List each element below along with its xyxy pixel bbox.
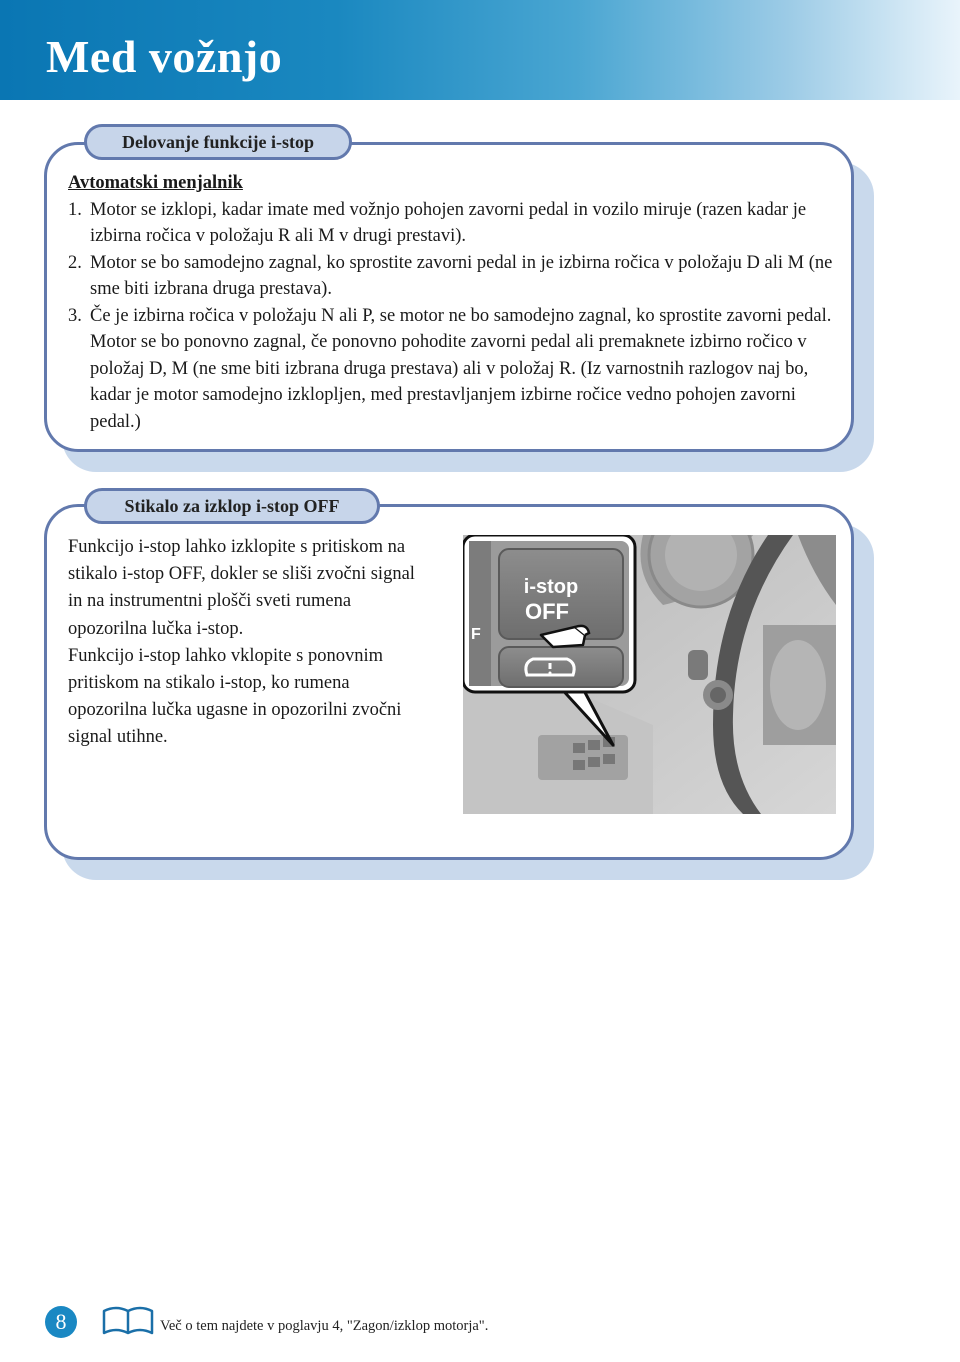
list-item-text: Motor se izklopi, kadar imate med vožnjo pohojen zavorni pedal in vozilo miruje (razen kadar je izbirna ročica v položaju R ali M v drugi prestavi). — [90, 199, 807, 246]
section1-subheading: Avtomatski menjalnik — [68, 173, 243, 193]
list-item-number: 1. — [68, 199, 82, 220]
section2-body — [68, 534, 428, 752]
button-label-off: OFF — [525, 599, 569, 624]
section2-paragraph-off: Funkcijo i-stop lahko izklopite s pritiskom na stikalo i-stop OFF, dokler se sliši zvočni signal in na instrumentni plošči sveti rumena opozorilna lučka i-stop. — [68, 537, 415, 639]
section1-heading: Delovanje funkcije i-stop — [84, 124, 352, 160]
list-item-text: Motor se bo samodejno zagnal, ko sprostite zavorni pedal in je izbirna ročica v položaju D ali M (ne sme biti izbrana druga prestava). — [90, 252, 833, 299]
side-button-letter: F — [471, 626, 481, 643]
list-item-number: 3. — [68, 305, 82, 326]
page-title: Med vožnjo — [46, 31, 283, 82]
section1-body — [68, 170, 838, 435]
list-item-text: Če je izbirna ročica v položaju N ali P, se motor ne bo samodejno zagnal, ko sprostite zavorni pedal. Motor se bo ponovno zagnal, če ponovno pohodite zavorni pedal ali premaknete izbirno ročico v položaj D, M (ne sme biti izbrana druga prestava) ali v položaj R. (Iz varnostnih razlogov naj bo, kadar je motor samodejno izklopljen, med prestavljanjem izbirne ročice vedno pohojen zavorni pedal.) — [90, 305, 832, 432]
page-header — [0, 0, 960, 100]
section2-heading: Stikalo za izklop i-stop OFF — [84, 488, 380, 524]
footer-reference-note: Več o tem najdete v poglavju 4, "Zagon/izklop motorja". — [160, 1318, 489, 1334]
list-item — [68, 303, 838, 436]
list-item — [68, 197, 838, 250]
book-icon — [102, 1305, 154, 1337]
section2-paragraph-on: Funkcijo i-stop lahko vklopite s ponovnim pritiskom na stikalo i-stop, ko rumena opozorilna lučka ugasne in opozorilni zvočni signal utihne. — [68, 645, 402, 748]
istop-switch-illustration — [463, 535, 836, 814]
page-number: 8 — [45, 1306, 77, 1338]
list-item-number: 2. — [68, 252, 82, 273]
button-label-istop: i-stop — [523, 576, 579, 598]
list-item — [68, 250, 838, 303]
